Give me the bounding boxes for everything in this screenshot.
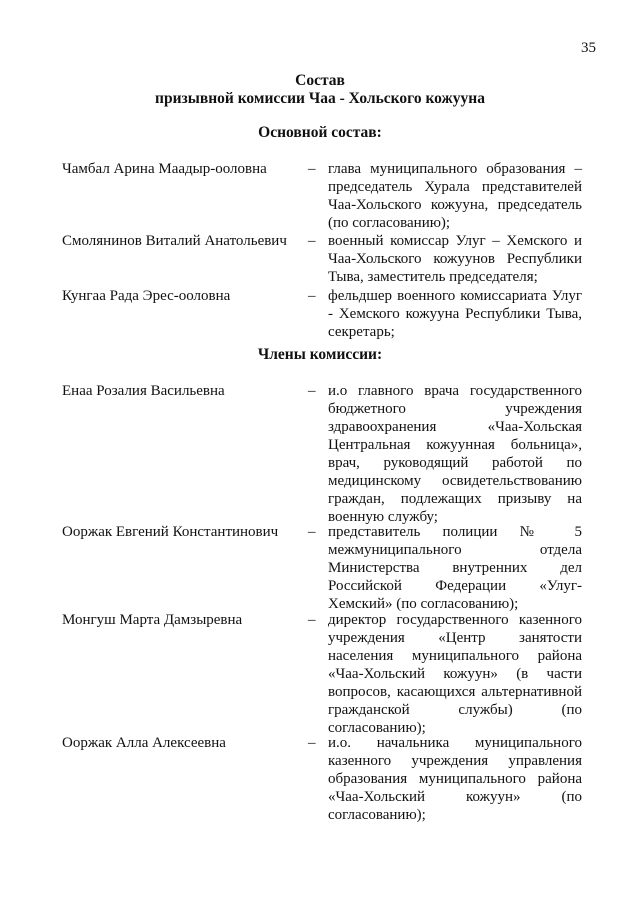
dash-separator: –	[308, 383, 316, 399]
member-name: Чамбал Арина Маадыр-ооловна	[62, 161, 267, 177]
member-name: Ооржак Евгений Константинович	[62, 524, 279, 540]
member-role: и.о. начальника муниципального казенного учреждения управления образования муниципального района «Чаа-Хольский кожуун» (по согласованию);	[328, 735, 582, 823]
page-number: 35	[581, 40, 596, 56]
commission-members-heading: Члены комиссии:	[257, 346, 383, 363]
member-name: Енаа Розалия Васильевна	[62, 383, 225, 399]
document-title: Состав	[295, 72, 345, 89]
member-role: военный комиссар Улуг – Хемского и Чаа-Хольского кожуунов Республики Тыва, заместитель председателя;	[328, 233, 582, 285]
document-subtitle: призывной комиссии Чаа - Хольского кожууна	[155, 90, 485, 107]
member-name: Кунгаа Рада Эрес-ооловна	[62, 288, 231, 304]
dash-separator: –	[308, 233, 316, 249]
dash-separator: –	[308, 524, 316, 540]
member-role: представитель полиции № 5 межмуниципального отдела Министерства внутренних дел Российской Федерации «Улуг-Хемский» (по согласованию);	[328, 524, 582, 612]
member-name: Ооржак Алла Алексеевна	[62, 735, 226, 751]
member-name: Монгуш Марта Дамзыревна	[62, 612, 243, 628]
dash-separator: –	[308, 161, 316, 177]
member-name: Смолянинов Виталий Анатольевич	[62, 233, 287, 249]
dash-separator: –	[308, 288, 316, 304]
member-role: директор государственного казенного учреждения «Центр занятости населения муниципального района «Чаа-Хольский кожуун» (в части вопросов, касающихся альтернативной гражданской службы) (по согласованию);	[328, 612, 582, 736]
member-role: глава муниципального образования – председатель Хурала представителей Чаа-Хольского кожууна, председатель (по согласованию);	[328, 161, 582, 231]
member-role: и.о главного врача государственного бюджетного учреждения здравоохранения «Чаа-Хольская Центральная кожуунная больница», врач, руководящий работой по медицинскому освидетельствованию граждан, подлежащих призыву на военную службу;	[328, 383, 582, 525]
member-role: фельдшер военного комиссариата Улуг - Хемского кожууна Республики Тыва, секретарь;	[328, 288, 582, 340]
dash-separator: –	[308, 735, 316, 751]
dash-separator: –	[308, 612, 316, 628]
main-composition-heading: Основной состав:	[258, 124, 382, 141]
